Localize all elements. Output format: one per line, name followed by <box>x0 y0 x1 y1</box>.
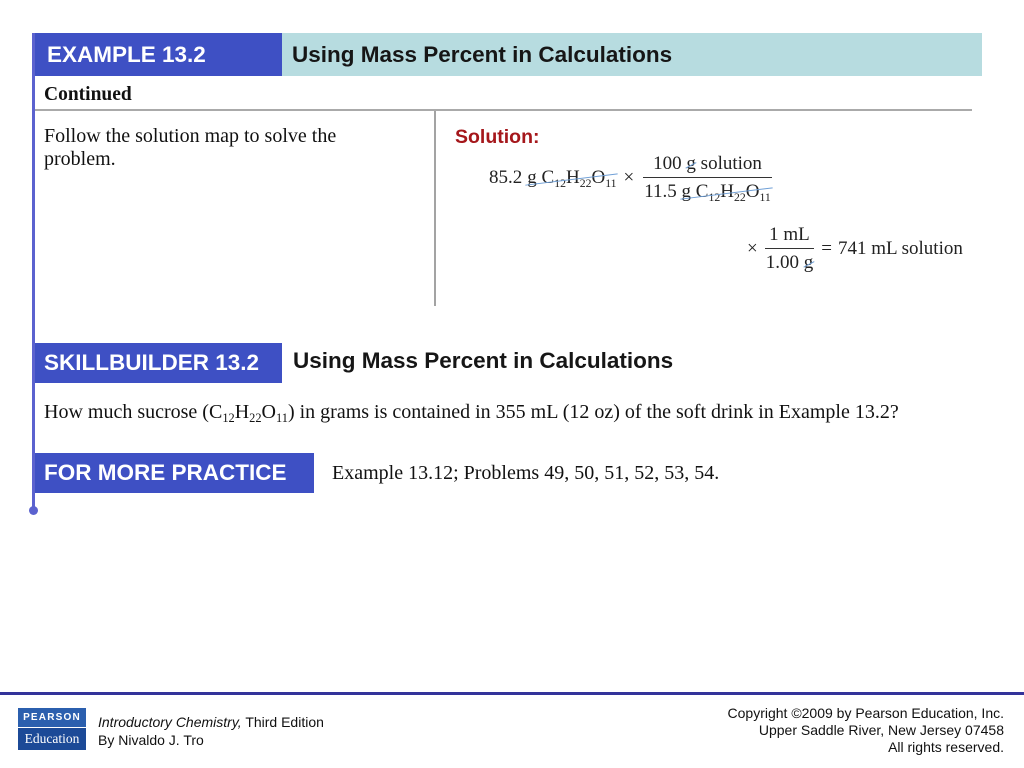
rights-line: All rights reserved. <box>888 739 1004 755</box>
more-practice-text: Example 13.12; Problems 49, 50, 51, 52, 53, 54. <box>332 462 720 484</box>
formula-element-h: H <box>234 401 250 423</box>
formula-element-o: O <box>261 401 276 423</box>
cancelled-numerator-unit: g <box>686 153 696 174</box>
formula-subscript-c: 12 <box>708 190 721 204</box>
fraction-denominator <box>765 249 815 274</box>
numerator-substance: solution <box>700 153 762 174</box>
result-value: 741 mL solution <box>837 238 963 259</box>
numerator-value: 100 <box>653 153 682 174</box>
equation-line-2 <box>747 224 963 274</box>
more-practice-label: FOR MORE PRACTICE <box>44 460 287 485</box>
instruction-text: Follow the solution map to solve the problem. <box>44 125 337 170</box>
logo-wordmark-education: Education <box>18 728 86 750</box>
given-mass-value: 85.2 <box>489 167 523 188</box>
formula-subscript-o: 11 <box>759 190 771 204</box>
formula-subscript-o: 11 <box>276 410 288 425</box>
conversion-factor-density <box>763 224 817 274</box>
more-practice-label-box <box>35 453 314 493</box>
book-edition: Third Edition <box>245 714 324 730</box>
example-title: Using Mass Percent in Calculations <box>292 41 673 67</box>
book-author: By Nivaldo J. Tro <box>98 732 204 748</box>
skillbuilder-label: SKILLBUILDER 13.2 <box>44 350 260 375</box>
formula-subscript-h: 22 <box>733 190 746 204</box>
rail-end-dot <box>29 506 38 515</box>
skillbuilder-question <box>44 400 899 424</box>
conversion-factor-mass-percent <box>641 153 774 203</box>
denominator-value: 11.5 <box>644 181 677 202</box>
logo-wordmark-pearson: PEARSON <box>18 708 86 727</box>
formula-subscript-h: 22 <box>249 410 262 425</box>
example-label: EXAMPLE 13.2 <box>47 41 206 67</box>
skillbuilder-label-box <box>35 343 282 383</box>
solution-label: Solution: <box>455 126 540 148</box>
formula-element-o: O <box>745 181 760 202</box>
formula-element-c: C <box>695 181 709 202</box>
example-title-bar <box>282 33 982 76</box>
question-text-end: ) in grams is contained in 355 mL (12 oz) of the soft drink in Example 13.2? <box>287 401 899 423</box>
formula-element-c: C <box>208 401 223 423</box>
equation-line-1 <box>489 153 774 203</box>
footer-rule <box>0 692 1024 695</box>
skillbuilder-title: Using Mass Percent in Calculations <box>293 348 674 373</box>
book-title: Introductory Chemistry, <box>98 714 242 730</box>
fraction-denominator <box>643 178 772 203</box>
publisher-address: Upper Saddle River, New Jersey 07458 <box>758 722 1004 738</box>
pearson-education-logo <box>18 708 86 750</box>
sucrose-formula <box>209 401 288 423</box>
formula-element-o: O <box>591 167 606 188</box>
left-accent-rail <box>32 33 35 508</box>
cancelled-denominator-unit <box>682 181 771 203</box>
formula-element-c: C <box>541 167 555 188</box>
sucrose-formula <box>542 167 617 188</box>
times-operator: × <box>747 238 758 259</box>
equals-sign: = <box>821 238 832 259</box>
book-credit <box>98 713 324 749</box>
formula-element-h: H <box>565 167 580 188</box>
formula-subscript-c: 12 <box>222 410 235 425</box>
denominator-unit: g <box>681 181 692 202</box>
book-title-line <box>98 713 324 731</box>
formula-subscript-o: 11 <box>605 176 617 190</box>
continued-label: Continued <box>44 84 132 105</box>
copyright-notice <box>728 705 1004 756</box>
example-label-box <box>35 33 282 76</box>
cancelled-denominator-unit: g <box>803 252 814 273</box>
question-text-start: How much sucrose ( <box>44 401 209 423</box>
fraction-numerator: 1 mL <box>765 224 815 249</box>
denominator-value: 1.00 <box>765 252 799 273</box>
formula-subscript-c: 12 <box>554 176 566 190</box>
times-operator: × <box>623 167 635 188</box>
fraction-numerator <box>643 153 772 178</box>
given-unit: g <box>527 167 537 188</box>
copyright-line: Copyright ©2009 by Pearson Education, Inc. <box>727 705 1004 721</box>
formula-subscript-h: 22 <box>579 176 592 190</box>
vertical-divider <box>434 111 436 306</box>
cancelled-given-unit <box>527 167 616 189</box>
sucrose-formula <box>696 181 771 202</box>
horizontal-divider <box>35 109 972 111</box>
formula-element-h: H <box>720 181 734 202</box>
